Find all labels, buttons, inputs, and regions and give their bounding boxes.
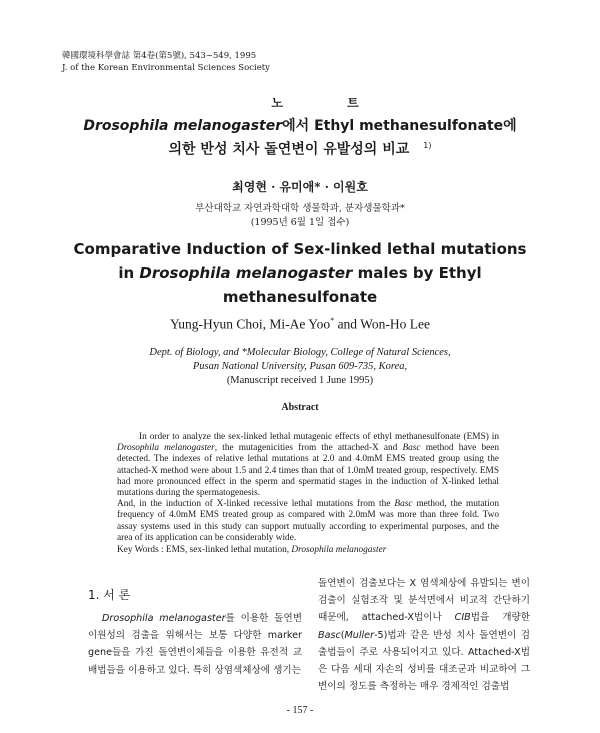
english-affiliation [0,346,600,388]
english-authors [0,316,600,333]
abstract-paragraph-2 [117,499,499,544]
manuscript-received-date: (Manuscript received 1 June 1995) [226,375,374,386]
author-names-first: Yung-Hyun Choi, Mi-Ae Yoo [170,316,331,332]
abstract-paragraph-1 [117,432,499,499]
key-words-text: Key Words : EMS, sex-linked lethal mutation, [117,545,292,555]
journal-citation [62,50,270,74]
intro-basc: Basc [318,629,341,641]
intro-species: Drosophila melanogaster [102,613,226,624]
english-title [0,237,600,309]
english-affiliation-dept: Dept. of Biology, and *Molecular Biology, College of Natural Sciences, [149,347,451,358]
korean-title-line2-text: 의한 반성 치사 돌연변이 유발성의 비교 [168,141,410,158]
intro-text: -5)법과 같은 반성 치사 돌연변이 검출법들이 주로 사용되어지고 있다. Attached-X법은 다음 세대 자손의 성비를 대조군과 비교하여 그 변이의 정도를 측정하는 매우 경제적인 검출법 [318,629,530,693]
abstract-text: method, the mutation frequency of 4.0mM EMS treated group as compared with 2.0mM was more than three fold. Two assay systems used in this study can support mutually according to experimental purposes, and the area of its application can be considerably wide. [117,499,500,543]
author-mark: * [330,316,335,325]
intro-paragraph-continued [318,575,530,695]
intro-text: 법을 개량한 [470,612,530,624]
english-title-line3: methanesulfonate [222,288,378,306]
key-words [117,545,517,555]
english-affiliation-address: Pusan National University, Pusan 609-735, Korea, [192,361,408,372]
korean-title [0,116,600,160]
abstract-body [117,432,499,544]
journal-citation-korean: 韓國環境科學會誌 第4卷(第5號), 543~549, 1995 [62,51,257,61]
abstract-text: And, in the induction of X-linked recessive lethal mutations from the [117,499,395,510]
korean-affiliation-dept: 부산대학교 자연과학대학 생물학과, 분자생물학과* [195,203,405,214]
english-title-line1: Comparative Induction of Sex-linked lethal mutations [73,240,527,258]
author-names-last: and Won-Ho Lee [334,316,430,332]
korean-authors: 최영현 · 유미애* · 이원호 [232,180,368,194]
korean-title-line1 [0,116,600,136]
korean-affiliation [0,202,600,230]
journal-citation-english: J. of the Korean Environmental Sciences Society [62,63,270,73]
page-number: - 157 - [286,705,314,716]
abstract-text: In order to analyze the sex-linked lethal mutagenic effects of ethyl methanesulfonate (EMS) in [139,432,499,442]
abstract-basc: Basc [394,499,413,510]
korean-received-date: (1995년 6월 1일 접수) [250,217,350,228]
english-title-line2-post: males by Ethyl [352,264,482,282]
intro-muller: Muller [344,629,375,641]
abstract-heading: Abstract [281,402,319,413]
intro-column-left [88,610,302,679]
english-title-line2 [0,261,600,285]
key-words-species: Drosophila melanogaster [291,545,387,555]
footnote-mark: 1) [423,141,432,150]
intro-paragraph [88,610,302,679]
abstract-species: Drosophila melanogaster [117,443,215,454]
abstract-text: method have been detected. The indexes of relative lethal mutations at 2.0 and 4.0mM EMS treated group using the attached-X method were about 1.5 and 2.4 times than that of 1.0mM treated group, respectively. EMS had more pronounced effect in the sperm and spermatid stages in the induction of X-linked lethal mutations during the spermatogenesis. [117,443,499,499]
intro-cib: CIB [454,612,471,624]
korean-title-line2 [0,136,600,160]
english-title-line2-pre: in [118,264,140,282]
abstract-text: , the mutagenicities from the attached-X and [214,443,403,454]
intro-text: 돌연변이 검출보다는 X 염색체상에 유발되는 변이 검출이 실험조작 및 분석면에서 비교적 간단하기 때문에, attached-X법이나 [318,578,530,624]
korean-title-line1-rest: 에서 Ethyl methanesulfonate에 [282,118,517,134]
section-heading-introduction: 1. 서 론 [88,588,131,602]
english-title-species: Drosophila melanogaster [139,264,353,282]
intro-column-right [318,575,530,695]
intro-text: 를 이용한 돌연변이원성의 검출을 위해서는 보통 다양한 marker gene들을 가진 돌연변이체들을 이용한 유전적 교배법들을 이용하고 있다. 특히 상염색체상에 생기는 [88,613,302,676]
abstract-basc: Basc [402,443,421,454]
intro-text: ( [340,629,345,641]
korean-title-species: Drosophila melanogaster [83,118,283,134]
article-type-label: 노 트 [271,96,389,110]
